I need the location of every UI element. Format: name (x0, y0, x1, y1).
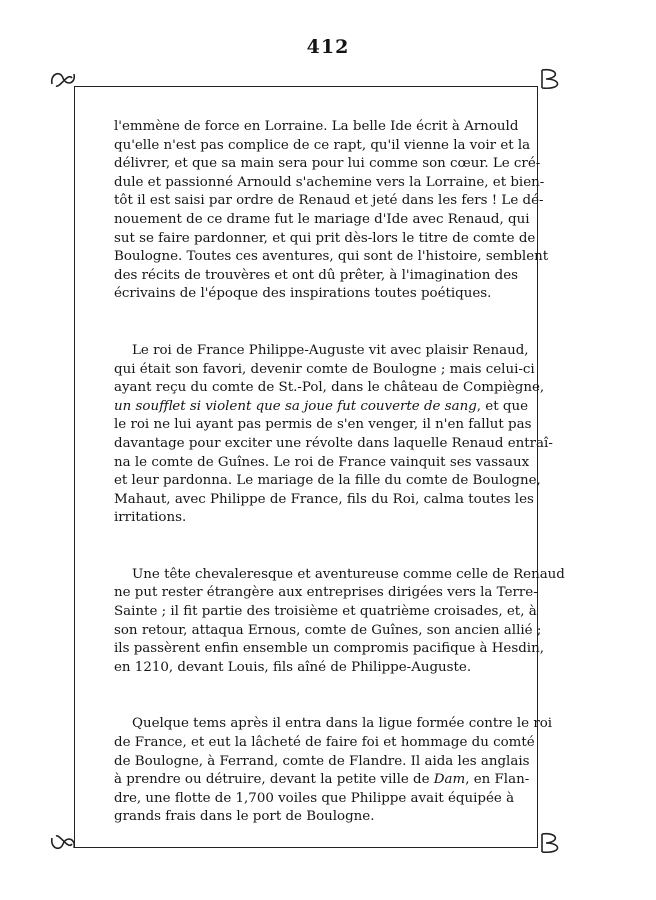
text-line: l'emmène de force en Lorraine. La belle Ide écrit à Arnould (114, 119, 519, 134)
text-line: nouement de ce drame fut le mariage d'Ide avec Renaud, qui (114, 211, 530, 227)
paragraph (114, 118, 549, 304)
paragraph (114, 342, 553, 528)
text-line: écrivains de l'époque des inspirations toutes poétiques. (114, 286, 492, 302)
text-line: dule et passionné Arnould s'achemine vers la Lorraine, et bien- (114, 174, 545, 190)
paragraph (114, 715, 553, 827)
text-line: qu'elle n'est pas complice de ce rapt, qu'il vienne la voir et la (114, 137, 531, 153)
paragraph (114, 566, 565, 678)
text-line: ayant reçu du comte de St.-Pol, dans le château de Compiègne, (114, 380, 545, 396)
italic-text: un soufflet si violent que sa joue fut couverte de sang (114, 398, 477, 414)
text-line: dre, une flotte de 1,700 voiles que Philippe avait équipée à (114, 790, 515, 806)
text-line: Le roi de France Philippe-Auguste vit avec plaisir Renaud, (132, 342, 529, 358)
corner-flourish-icon (536, 830, 566, 856)
text-line: et leur pardonna. Le mariage de la fille du comte de Boulogne, (114, 473, 541, 489)
text-line: Quelque tems après il entra dans la ligue formée contre le roi (132, 716, 553, 732)
text-line: Boulogne. Toutes ces aventures, qui sont de l'histoire, semblent (114, 249, 549, 265)
text-line: Sainte ; il fit partie des troisième et quatrième croisades, et, à (114, 604, 537, 620)
page-number: 412 (306, 36, 350, 58)
text-line: son retour, attaqua Ernous, comte de Guînes, son ancien allié ; (114, 622, 542, 638)
corner-flourish-icon (536, 66, 566, 92)
text-line: délivrer, et que sa main sera pour lui comme son cœur. Le cré- (114, 156, 541, 172)
text-line: en 1210, devant Louis, fils aîné de Philippe-Auguste. (114, 659, 472, 675)
text-line: le roi ne lui ayant pas permis de s'en venger, il n'en fallut pas (114, 417, 532, 433)
italic-text: Dam (433, 772, 466, 788)
text-line: ils passèrent enfin ensemble un compromis pacifique à Hesdin, (114, 641, 544, 657)
text-line: irritations. (114, 510, 187, 526)
text-line: qui était son favori, devenir comte de Boulogne ; mais celui-ci (114, 361, 535, 377)
corner-flourish-icon (48, 830, 78, 856)
text-line: Une tête chevaleresque et aventureuse comme celle de Renaud (132, 566, 565, 582)
text-line: Mahaut, avec Philippe de France, fils du Roi, calma toutes les (114, 491, 534, 507)
text-line: tôt il est saisi par ordre de Renaud et jeté dans les fers ! Le dé- (114, 193, 544, 209)
text-line: de France, et eut la lâcheté de faire foi et hommage du comté (114, 735, 535, 751)
corner-flourish-icon (48, 66, 78, 92)
body-text (114, 118, 565, 827)
text-line-italic-word: à prendre ou détruire, devant la petite ville de Dam, en Flan- (114, 772, 530, 788)
text-line: grands frais dans le port de Boulogne. (114, 809, 375, 825)
text-line: sut se faire pardonner, et qui prit dès-lors le titre de comte de (114, 230, 536, 246)
text-line: de Boulogne, à Ferrand, comte de Flandre. Il aida les anglais (114, 753, 530, 769)
text-line: na le comte de Guînes. Le roi de France vainquit ses vassaux (114, 454, 530, 470)
text-line: des récits de trouvères et ont dû prêter, à l'imagination des (114, 267, 518, 283)
text-line: davantage pour exciter une révolte dans laquelle Renaud entraî- (114, 435, 553, 451)
text-line: ne put rester étrangère aux entreprises dirigées vers la Terre- (114, 585, 538, 601)
text-line-italic: un soufflet si violent que sa joue fut couverte de sang, et que (114, 398, 528, 414)
